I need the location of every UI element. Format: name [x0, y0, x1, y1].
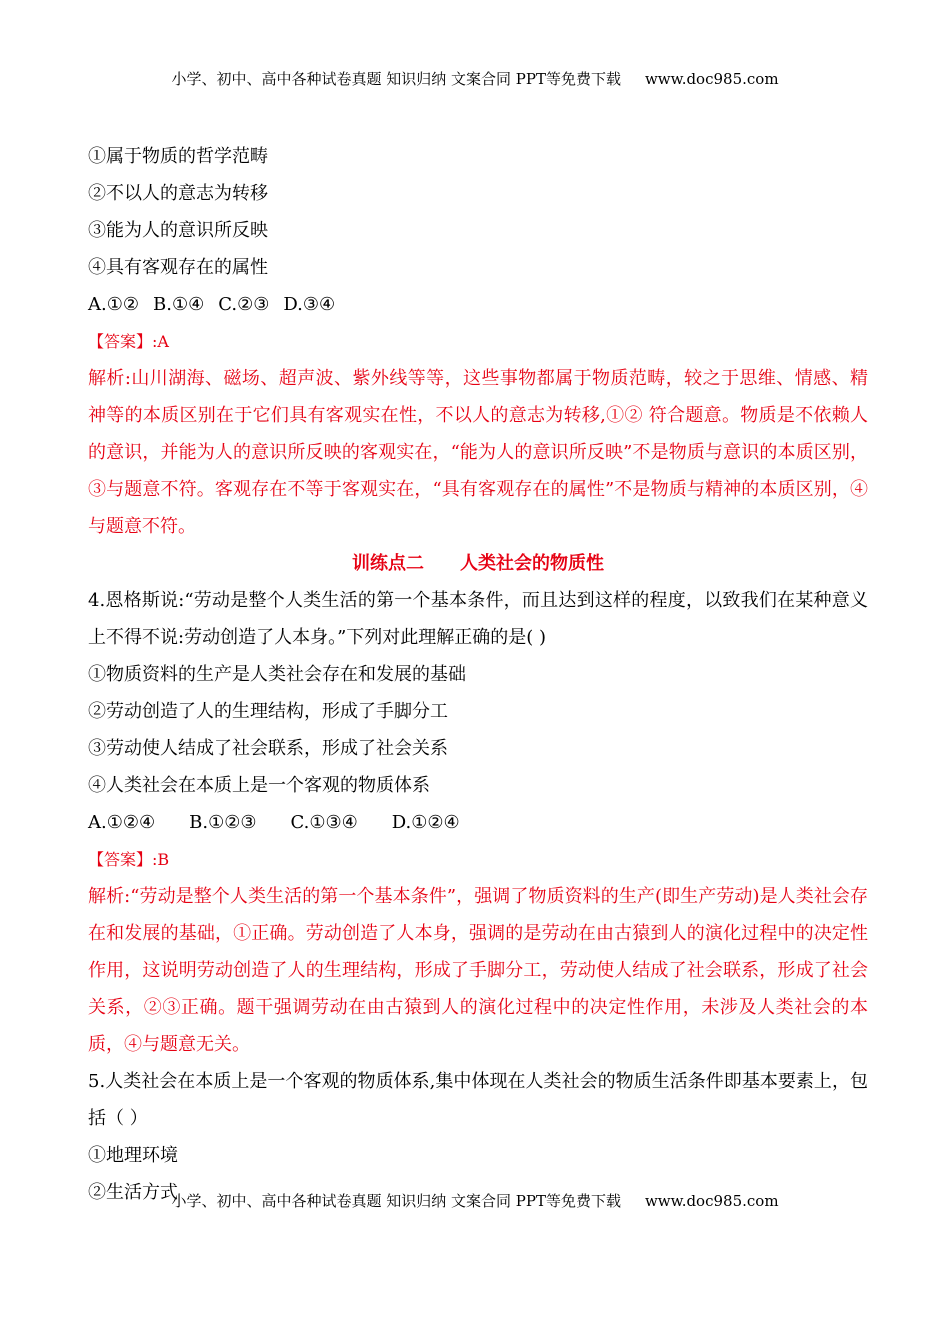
q3-option-a: A.①② [88, 294, 139, 315]
section-title: 人类社会的物质性 [460, 553, 604, 574]
q4-item-3: ③劳动使人结成了社会联系，形成了社会关系 [88, 738, 448, 759]
q3-answer: 【答案】:A [88, 332, 169, 351]
section-label: 训练点二 [352, 553, 424, 574]
header-text: 小学、初中、高中各种试卷真题 知识归纳 文案合同 PPT等免费下载 [171, 70, 621, 88]
footer-site-link[interactable]: www.doc985.com [644, 1192, 779, 1210]
q3-option-c: C.②③ [218, 294, 270, 315]
q5-stem: 5.人类社会在本质上是一个客观的物质体系,集中体现在人类社会的物质生活条件即基本要素上，包括（ ） [88, 1071, 868, 1129]
q4-stem: 4.恩格斯说:“劳动是整个人类生活的第一个基本条件，而且达到这样的程度，以致我们在某种意义上不得不说:劳动创造了人本身。”下列对此理解正确的是( ) [88, 590, 868, 648]
q4-options [88, 804, 868, 841]
q4-item-2: ②劳动创造了人的生理结构，形成了手脚分工 [88, 701, 448, 722]
q3-analysis: 解析:山川湖海、磁场、超声波、紫外线等等，这些事物都属于物质范畴，较之于思维、情感、精神等的本质区别在于它们具有客观实在性，不以人的意志为转移,①② 符合题意。物质是不依赖人的意识，并能为人的意识所反映的客观实在，“能为人的意识所反映”不是物质与意识的本质区别，③与题意不符。客观存在不等于客观实在，“具有客观存在的属性”不是物质与精神的本质区别，④与题意不符。 [88, 368, 868, 537]
q4-option-a: A.①②④ [88, 812, 156, 833]
q4-option-d: D.①②④ [391, 812, 460, 833]
q4-analysis: 解析:“劳动是整个人类生活的第一个基本条件”，强调了物质资料的生产(即生产劳动)是人类社会存在和发展的基础，①正确。劳动创造了人本身，强调的是劳动在由古猿到人的演化过程中的决定性作用，这说明劳动创造了人的生理结构，形成了手脚分工，劳动使人结成了社会联系，形成了社会关系，②③正确。题干强调劳动在由古猿到人的演化过程中的决定性作用，未涉及人类社会的本质，④与题意无关。 [88, 886, 868, 1055]
header-site-link[interactable]: www.doc985.com [644, 70, 779, 88]
q3-item-2: ②不以人的意志为转移 [88, 183, 268, 204]
footer-text: 小学、初中、高中各种试卷真题 知识归纳 文案合同 PPT等免费下载 [171, 1192, 621, 1210]
q4-option-b: B.①②③ [189, 812, 257, 833]
q4-item-1: ①物质资料的生产是人类社会存在和发展的基础 [88, 664, 466, 685]
q3-item-3: ③能为人的意识所反映 [88, 220, 268, 241]
q3-item-1: ①属于物质的哲学范畴 [88, 146, 268, 167]
q5-item-2: ②生活方式 [88, 1182, 178, 1203]
page-footer [0, 1190, 950, 1211]
q3-item-4: ④具有客观存在的属性 [88, 257, 268, 278]
q4-item-4: ④人类社会在本质上是一个客观的物质体系 [88, 775, 430, 796]
q3-options [88, 286, 868, 323]
content-body [88, 138, 868, 1211]
q3-option-b: B.①④ [153, 294, 205, 315]
section-heading [88, 545, 868, 582]
page-header [0, 68, 950, 89]
q4-answer: 【答案】:B [88, 850, 170, 869]
q4-option-c: C.①③④ [290, 812, 358, 833]
q5-item-1: ①地理环境 [88, 1145, 178, 1166]
q3-option-d: D.③④ [283, 294, 336, 315]
